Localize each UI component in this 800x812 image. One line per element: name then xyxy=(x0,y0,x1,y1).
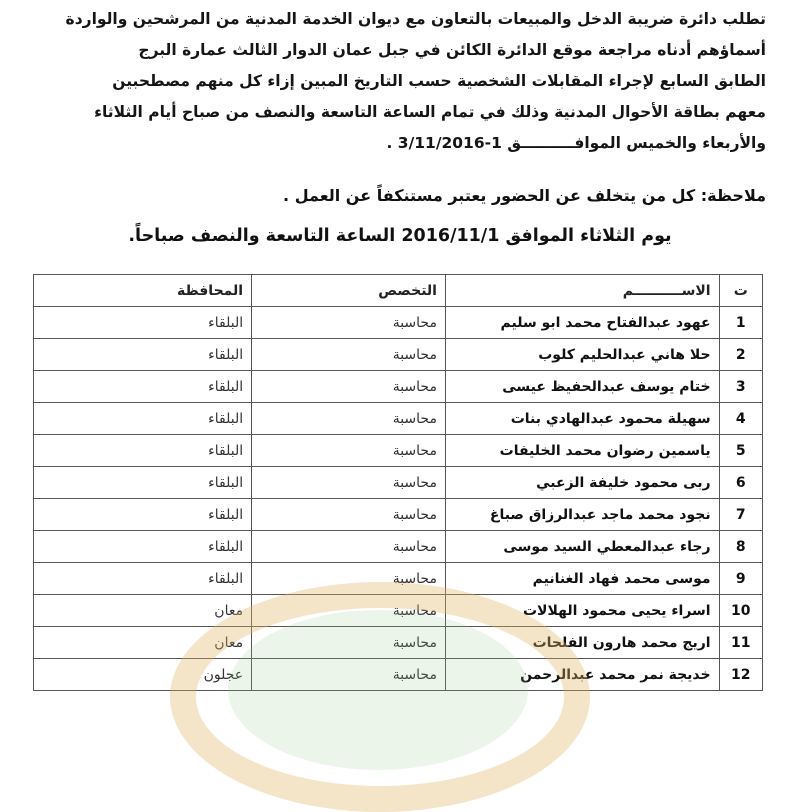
row-number: 5 xyxy=(719,435,762,467)
header-specialty: التخصص xyxy=(252,275,446,307)
row-specialty: محاسبة xyxy=(252,595,446,627)
row-name: رجاء عبدالمعطي السيد موسى xyxy=(445,531,719,563)
row-governorate: البلقاء xyxy=(34,339,252,371)
row-specialty: محاسبة xyxy=(252,627,446,659)
row-governorate: البلقاء xyxy=(34,499,252,531)
table-row xyxy=(34,595,763,627)
row-specialty: محاسبة xyxy=(252,307,446,339)
header-num: ت xyxy=(719,275,762,307)
row-name: موسى محمد فهاد الغنانيم xyxy=(445,563,719,595)
row-name: ختام يوسف عبدالحفيظ عيسى xyxy=(445,371,719,403)
header-name: الاســــــــــم xyxy=(445,275,719,307)
row-specialty: محاسبة xyxy=(252,659,446,691)
row-governorate: البلقاء xyxy=(34,531,252,563)
day-heading: يوم الثلاثاء الموافق 2016/11/1 الساعة التاسعة والنصف صباحاً. xyxy=(128,226,672,246)
row-name: حلا هاني عبدالحليم كلوب xyxy=(445,339,719,371)
header-governorate: المحافظة xyxy=(34,275,252,307)
row-governorate: البلقاء xyxy=(34,403,252,435)
table-body xyxy=(34,307,763,691)
table-row xyxy=(34,339,763,371)
row-specialty: محاسبة xyxy=(252,467,446,499)
table-row xyxy=(34,371,763,403)
table-row xyxy=(34,627,763,659)
row-specialty: محاسبة xyxy=(252,403,446,435)
row-governorate: البلقاء xyxy=(34,435,252,467)
row-number: 7 xyxy=(719,499,762,531)
table-header-row xyxy=(34,275,763,307)
row-governorate: معان xyxy=(34,627,252,659)
intro-line-5: والأربعاء والخميس الموافــــــــــق 1-3/11/2016 . xyxy=(386,134,766,152)
row-number: 8 xyxy=(719,531,762,563)
table-row xyxy=(34,435,763,467)
row-name: اسراء يحيى محمود الهلالات xyxy=(445,595,719,627)
row-number: 3 xyxy=(719,371,762,403)
row-number: 10 xyxy=(719,595,762,627)
table-row xyxy=(34,307,763,339)
row-number: 1 xyxy=(719,307,762,339)
row-specialty: محاسبة xyxy=(252,499,446,531)
intro-line-4: معهم بطاقة الأحوال المدنية وذلك في تمام الساعة التاسعة والنصف من صباح أيام الثلاثاء xyxy=(94,103,766,121)
row-governorate: البلقاء xyxy=(34,467,252,499)
row-name: نجود محمد ماجد عبدالرزاق صباغ xyxy=(445,499,719,531)
row-name: عهود عبدالفتاح محمد ابو سليم xyxy=(445,307,719,339)
table-row xyxy=(34,659,763,691)
row-number: 12 xyxy=(719,659,762,691)
table-row xyxy=(34,403,763,435)
row-name: سهيلة محمود عبدالهادي بنات xyxy=(445,403,719,435)
table-row xyxy=(34,563,763,595)
row-governorate: البلقاء xyxy=(34,307,252,339)
attendance-note: ملاحظة: كل من يتخلف عن الحضور يعتبر مستنكفاً عن العمل . xyxy=(283,186,766,205)
row-specialty: محاسبة xyxy=(252,435,446,467)
row-specialty: محاسبة xyxy=(252,531,446,563)
row-number: 11 xyxy=(719,627,762,659)
row-specialty: محاسبة xyxy=(252,371,446,403)
row-governorate: البلقاء xyxy=(34,371,252,403)
row-number: 4 xyxy=(719,403,762,435)
table-row xyxy=(34,531,763,563)
intro-line-2: أسماؤهم أدناه مراجعة موقع الدائرة الكائن في جبل عمان الدوار الثالث عمارة البرج xyxy=(138,41,766,59)
row-name: ياسمين رضوان محمد الخليفات xyxy=(445,435,719,467)
row-specialty: محاسبة xyxy=(252,339,446,371)
row-name: ربى محمود خليفة الزعبي xyxy=(445,467,719,499)
table-row xyxy=(34,499,763,531)
intro-line-3: الطابق السابع لإجراء المقابلات الشخصية حسب التاريخ المبين إزاء كل منهم مصطحبين xyxy=(112,72,766,90)
row-name: خديجة نمر محمد عبدالرحمن xyxy=(445,659,719,691)
row-governorate: عجلون xyxy=(34,659,252,691)
row-specialty: محاسبة xyxy=(252,563,446,595)
row-governorate: معان xyxy=(34,595,252,627)
row-number: 9 xyxy=(719,563,762,595)
candidates-table xyxy=(33,274,763,691)
row-number: 2 xyxy=(719,339,762,371)
row-governorate: البلقاء xyxy=(34,563,252,595)
table-row xyxy=(34,467,763,499)
intro-paragraph xyxy=(26,4,766,159)
row-name: اريج محمد هارون الفلحات xyxy=(445,627,719,659)
row-number: 6 xyxy=(719,467,762,499)
intro-line-1: تطلب دائرة ضريبة الدخل والمبيعات بالتعاون مع ديوان الخدمة المدنية من المرشحين والواردة xyxy=(65,10,766,28)
